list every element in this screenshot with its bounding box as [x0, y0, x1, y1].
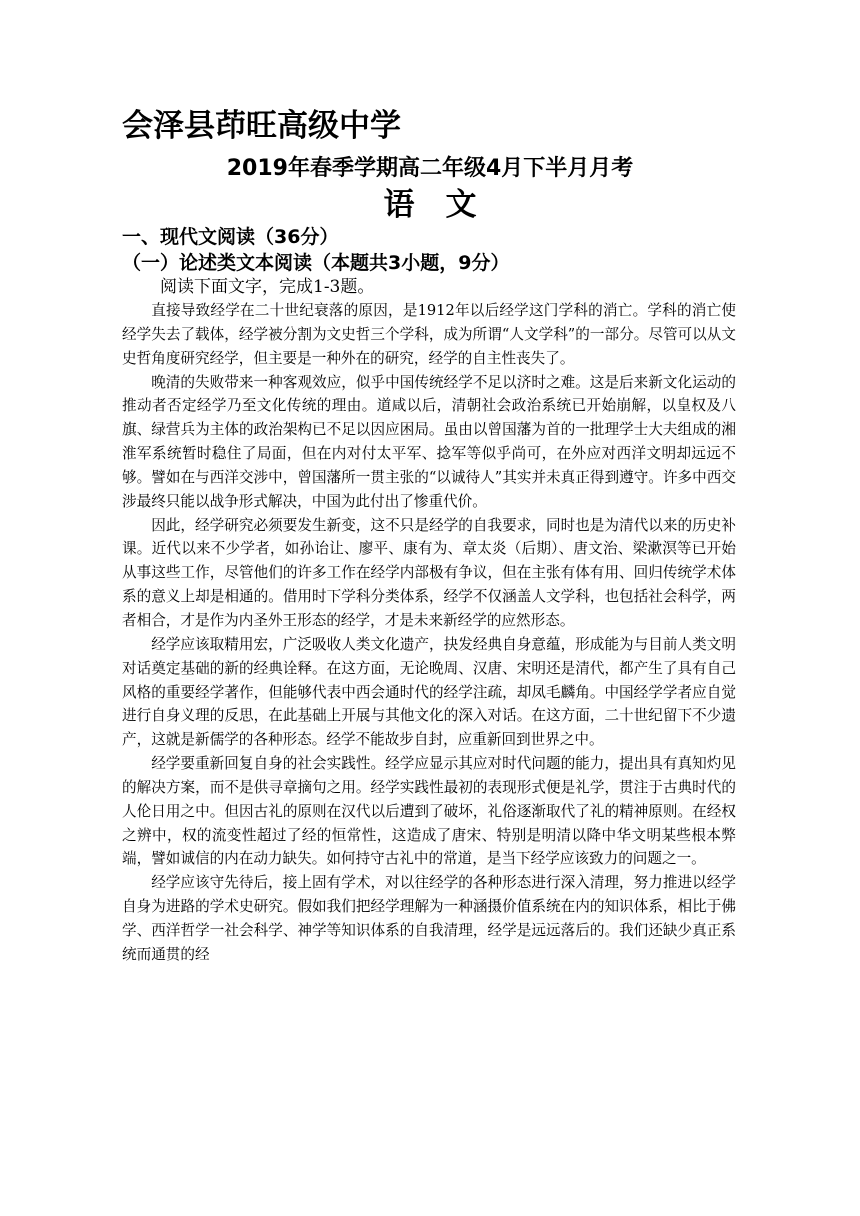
- passage-paragraph-5: 经学要重新回复自身的社会实践性。经学应显示其应对时代问题的能力，提出具有真知灼见的解决方案，而不是供寻章摘句之用。经学实践性最初的表现形式便是礼学，贯注于古典时代的人伦日用之中。但因古礼的原则在汉代以后遭到了破坏，礼俗逐渐取代了礼的精神原则。在经权之辨中，权的流变性超过了经的恒常性，这造成了唐宋、特别是明清以降中华文明某些根本弊端，譬如诚信的内在动力缺失。如何持守古礼中的常道，是当下经学应该致力的问题之一。: [122, 755, 736, 868]
- reading-passage: [122, 299, 736, 967]
- reading-instruction: 阅读下面文字，完成1-3题。: [160, 277, 375, 297]
- passage-paragraph-6: 经学应该守先待后，接上固有学术，对以往经学的各种形态进行深入清理，努力推进以经学自身为进路的学术史研究。假如我们把经学理解为一种涵摄价值系统在内的知识体系，相比于佛学、西洋哲学一社会科学、神学等知识体系的自我清理，经学是远远落后的。我们还缺少真正系统而通贯的经: [122, 874, 736, 963]
- school-name: 会泽县茚旺高级中学: [122, 108, 401, 144]
- section-heading-modern-reading: 一、现代文阅读（36分）: [122, 226, 339, 248]
- exam-title: 2019年春季学期高二年级4月下半月月考: [226, 156, 634, 181]
- passage-paragraph-4: 经学应该取精用宏，广泛吸收人类文化遗产，抉发经典自身意蕴，形成能为与目前人类文明对话奠定基础的新的经典诠释。在这方面，无论晚周、汉唐、宋明还是清代，都产生了具有自己风格的重要经学著作，但能够代表中西会通时代的经学注疏，却凤毛麟角。中国经学学者应自觉进行自身义理的反思，在此基础上开展与其他文化的深入对话。在这方面，二十世纪留下不少遗产，这就是新儒学的各种形态。经学不能故步自封，应重新回到世界之中。: [122, 635, 736, 749]
- passage-paragraph-2: 晚清的失败带来一种客观效应，似乎中国传统经学不足以济时之难。这是后来新文化运动的推动者否定经学乃至文化传统的理由。道咸以后，清朝社会政治系统已开始崩解，以皇权及八旗、绿营兵为主体的政治架构已不足以因应困局。虽由以曾国藩为首的一批理学士大夫组成的湘淮军系统暂时稳住了局面，但在内对付太平军、捻军等似乎尚可，在外应对西洋文明却远远不够。譬如在与西洋交涉中，曾国藩所一贯主张的“以诚待人”其实并未真正得到遵守。许多中西交涉最终只能以战争形式解决，中国为此付出了惨重代价。: [122, 373, 736, 510]
- passage-paragraph-3: 因此，经学研究必须要发生新变，这不只是经学的自我要求，同时也是为清代以来的历史补课。近代以来不少学者，如孙诒让、廖平、康有为、章太炎（后期）、唐文治、梁漱溟等已开始从事这些工作，尽管他们的许多工作在经学内部极有争议，但在主张有体有用、回归传统学术体系的意义上却是相通的。借用时下学科分类体系，经学不仅涵盖人文学科，也包括社会科学，两者相合，才是作为内圣外王形态的经学，才是未来新经学的应然形态。: [122, 516, 736, 629]
- section-heading-argumentative-text: （一）论述类文本阅读（本题共3小题，9分）: [122, 252, 510, 274]
- passage-paragraph-1: 直接导致经学在二十世纪衰落的原因，是1912年以后经学这门学科的消亡。学科的消亡使经学失去了载体，经学被分割为文史哲三个学科，成为所谓“人文学科”的一部分。尽管可以从文史哲角度研究经学，但主要是一种外在的研究，经学的自主性丧失了。: [122, 302, 736, 367]
- subject-title: 语 文: [383, 187, 477, 223]
